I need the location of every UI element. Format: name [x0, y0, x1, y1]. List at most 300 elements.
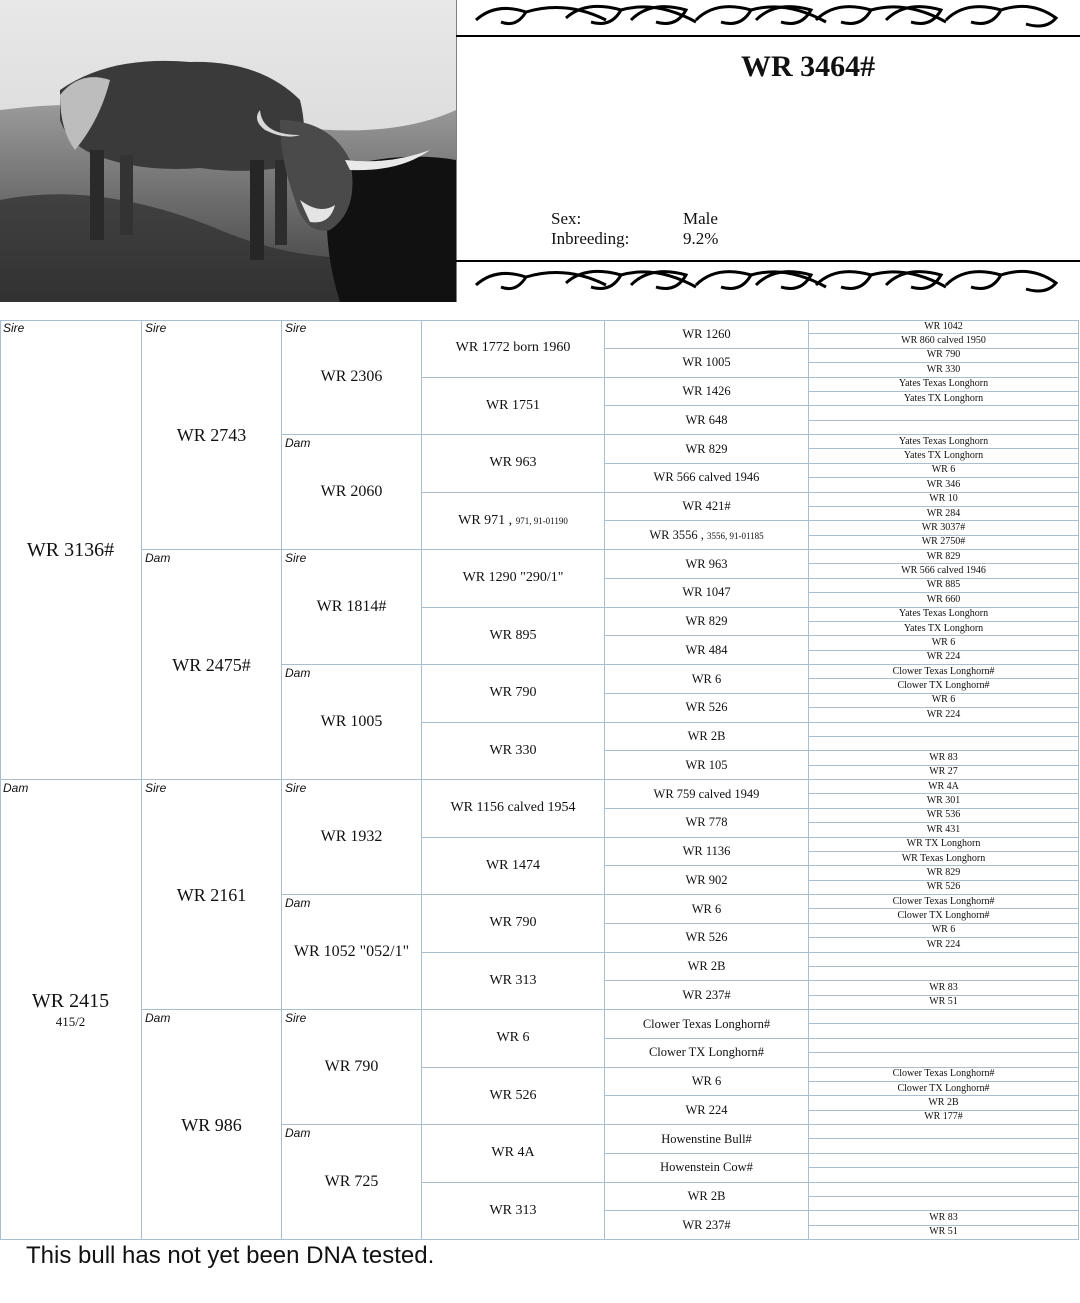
- animal-name-text: [683, 845, 731, 858]
- pedigree-cell-gen6: [809, 421, 1079, 435]
- animal-id: WR 6: [931, 464, 956, 476]
- animal-name-text: [321, 714, 383, 730]
- animal-id: Clower Texas Longhorn#: [892, 1068, 995, 1080]
- animal-id: WR 4A: [491, 1145, 535, 1161]
- animal-id: Clower Texas Longhorn#: [892, 665, 995, 677]
- animal-name-text: [463, 571, 564, 585]
- animal-id: WR 2415: [31, 990, 110, 1012]
- animal-id: WR 648: [685, 412, 728, 427]
- animal-name-text: [899, 609, 988, 619]
- animal-name-text: [685, 701, 727, 714]
- animal-id: WR 237#: [682, 987, 731, 1002]
- pedigree-cell-gen6: [809, 593, 1079, 607]
- animal-id: WR 778: [685, 815, 728, 830]
- pedigree-cell-gen5: [605, 349, 809, 378]
- pedigree-cell-gen3: [282, 665, 422, 780]
- animal-name-text: [929, 983, 958, 993]
- pedigree-cell-gen6: [809, 708, 1079, 722]
- animal-id: WR 2750#: [921, 536, 966, 548]
- pedigree-cell-gen6: [809, 1096, 1079, 1110]
- dam-label: Dam: [285, 896, 311, 910]
- animal-name: WR 3464#: [741, 50, 876, 83]
- animal-name-text: [928, 782, 959, 792]
- pedigree-cell-gen6: [809, 679, 1079, 693]
- pedigree-cell-gen6: [809, 665, 1079, 679]
- animal-id: WR 2306: [320, 368, 383, 385]
- pedigree-cell-gen6: [809, 1082, 1079, 1096]
- animal-name-text: [654, 471, 760, 484]
- animal-name-text: [458, 514, 568, 528]
- pedigree-cell-gen2: [142, 320, 282, 550]
- pedigree-cell-gen4: [422, 723, 605, 781]
- animal-id: WR 725: [324, 1173, 379, 1190]
- dam-label: Dam: [145, 1011, 171, 1025]
- animal-name-text: [685, 615, 727, 628]
- animal-id: WR 3136#: [26, 538, 115, 561]
- pedigree-cell-gen4: [422, 493, 605, 551]
- animal-name-text: [685, 443, 727, 456]
- animal-id: WR 3556 ,: [649, 527, 707, 542]
- animal-name-text: [927, 595, 961, 605]
- animal-name-text: [649, 529, 763, 542]
- animal-id: WR 963: [685, 556, 728, 571]
- pedigree-cell-gen5: [605, 406, 809, 435]
- pedigree-cell-gen5: [605, 751, 809, 780]
- pedigree-cell-gen6: [809, 895, 1079, 909]
- animal-id: WR 177#: [924, 1111, 963, 1123]
- animal-id: WR 224: [926, 651, 961, 663]
- animal-name-text: [901, 336, 986, 346]
- animal-id: WR 2475#: [172, 654, 251, 675]
- pedigree-cell-gen6: [809, 349, 1079, 363]
- pedigree-cell-gen4: [422, 780, 605, 838]
- pedigree-cell-gen6: [809, 536, 1079, 550]
- animal-id: WR 1932: [320, 828, 383, 845]
- animal-id: WR 1290 "290/1": [462, 570, 564, 586]
- animal-name-text: [897, 681, 989, 691]
- animal-id: WR 1136: [682, 844, 731, 859]
- sire-label: Sire: [285, 1011, 307, 1025]
- pedigree-cell-gen3: [282, 1125, 422, 1240]
- pedigree-cell-gen5: [605, 866, 809, 895]
- animal-note: 3556, 91-01185: [706, 530, 764, 541]
- pedigree-cell-gen5: [605, 1096, 809, 1125]
- animal-id: WR 2B: [687, 1189, 726, 1204]
- animal-name-text: [688, 960, 726, 973]
- pedigree-cell-gen6: [809, 1139, 1079, 1153]
- pedigree-cell-gen5: [605, 665, 809, 694]
- animal-header: [456, 0, 1080, 302]
- pedigree-cell-gen1: [0, 780, 142, 1240]
- animal-id: WR 1005: [682, 355, 731, 370]
- pedigree-cell-gen4: [422, 550, 605, 608]
- animal-id: WR 1052 "052/1": [293, 943, 410, 960]
- animal-id: WR 1751: [485, 397, 541, 413]
- animal-name-text: [901, 566, 986, 576]
- dam-label: Dam: [145, 551, 171, 565]
- animal-name-text: [172, 656, 251, 674]
- animal-name-text: [660, 1161, 753, 1174]
- animal-name-text: [932, 695, 956, 705]
- animal-name-text: [922, 537, 966, 547]
- animal-id: WR 2161: [176, 884, 247, 905]
- animal-id: Yates Texas Longhorn: [898, 378, 989, 390]
- pedigree-cell-gen6: [809, 1211, 1079, 1225]
- pedigree-cell-gen5: [605, 493, 809, 522]
- animal-name-text: [489, 916, 536, 930]
- animal-note: 415/2: [55, 1014, 86, 1029]
- pedigree-cell-gen5: [605, 320, 809, 349]
- animal-id: Yates TX Longhorn: [903, 450, 984, 462]
- pedigree-cell-gen6: [809, 550, 1079, 564]
- pedigree-cell-gen6: [809, 866, 1079, 880]
- pedigree-cell-gen2: [142, 550, 282, 780]
- pedigree-cell-gen6: [809, 320, 1079, 334]
- animal-name-text: [899, 437, 988, 447]
- pedigree-cell-gen6: [809, 1197, 1079, 1211]
- animal-name-text: [692, 1075, 722, 1088]
- pedigree-cell-gen5: [605, 464, 809, 493]
- pedigree-cell-gen4: [422, 1125, 605, 1183]
- animal-id: WR 1005: [320, 713, 383, 730]
- ornament-border: [456, 0, 1080, 302]
- animal-id: WR 759 calved 1949: [653, 786, 760, 801]
- pedigree-cell-gen6: [809, 852, 1079, 866]
- pedigree-cell-gen5: [605, 378, 809, 407]
- animal-id: WR 1814#: [316, 598, 387, 615]
- pedigree-cell-gen4: [422, 953, 605, 1011]
- animal-name-text: [486, 399, 540, 413]
- pedigree-cell-gen6: [809, 953, 1079, 967]
- animal-id: WR 829: [685, 441, 728, 456]
- animal-id: Clower TX Longhorn#: [897, 1082, 990, 1094]
- animal-name-text: [682, 328, 730, 341]
- animal-id: WR 2B: [687, 959, 726, 974]
- animal-name-text: [32, 991, 109, 1028]
- pedigree-cell-gen6: [809, 780, 1079, 794]
- animal-name-text: [927, 796, 961, 806]
- animal-name-text: [929, 1213, 958, 1223]
- pedigree-cell-gen6: [809, 507, 1079, 521]
- pedigree-cell-gen6: [809, 1068, 1079, 1082]
- animal-id: WR 6: [931, 694, 956, 706]
- pedigree-cell-gen4: [422, 838, 605, 896]
- pedigree-cell-gen2: [142, 1010, 282, 1240]
- animal-name-text: [907, 839, 981, 849]
- animal-name-text: [927, 868, 961, 878]
- pedigree-table: [0, 320, 1080, 1240]
- pedigree-cell-gen6: [809, 651, 1079, 665]
- animal-name-text: [688, 730, 726, 743]
- animal-id: WR 51: [929, 1226, 958, 1238]
- animal-id: WR 902: [685, 872, 728, 887]
- animal-name-text: [456, 341, 571, 355]
- pedigree-cell-gen4: [422, 665, 605, 723]
- animal-id: Yates TX Longhorn: [903, 392, 984, 404]
- dam-label: Dam: [285, 436, 311, 450]
- animal-id: WR 10: [929, 493, 958, 505]
- animal-name-text: [643, 1018, 770, 1031]
- animal-name-text: [489, 686, 536, 700]
- pedigree-cell-gen6: [809, 737, 1079, 751]
- animal-id: WR 2B: [687, 729, 726, 744]
- animal-id: WR 6: [931, 924, 956, 936]
- animal-id: WR 790: [489, 685, 537, 701]
- animal-id: WR 105: [685, 757, 728, 772]
- animal-id: Clower Texas Longhorn#: [642, 1016, 771, 1031]
- animal-name-text: [325, 1059, 379, 1075]
- animal-id: WR 829: [926, 866, 961, 878]
- animal-id: WR 1042: [924, 320, 963, 332]
- animal-id: WR 421#: [682, 499, 731, 514]
- animal-name-text: [685, 931, 727, 944]
- animal-id: WR 431: [926, 823, 961, 835]
- animal-name-text: [181, 1116, 242, 1134]
- animal-id: WR 2060: [320, 483, 383, 500]
- animal-name-text: [927, 480, 961, 490]
- pedigree-cell-gen6: [809, 881, 1079, 895]
- animal-name-text: [682, 586, 730, 599]
- animal-id: WR 963: [489, 455, 537, 471]
- dam-label: Dam: [285, 1126, 311, 1140]
- animal-name-text: [661, 1133, 752, 1146]
- animal-name-text: [927, 825, 961, 835]
- pedigree-cell-gen5: [605, 981, 809, 1010]
- animal-name-text: [927, 350, 961, 360]
- animal-id: WR 2743: [176, 424, 247, 445]
- pedigree-cell-gen6: [809, 1039, 1079, 1053]
- animal-name-text: [489, 456, 536, 470]
- animal-name-text: [893, 1069, 995, 1079]
- animal-name-text: [682, 385, 730, 398]
- pedigree-cell-gen5: [605, 895, 809, 924]
- animal-id: WR 83: [929, 1211, 958, 1223]
- pedigree-cell-gen6: [809, 1010, 1079, 1024]
- animal-name-text: [932, 465, 956, 475]
- inbreeding-label: Inbreeding:: [551, 229, 630, 248]
- pedigree-cell-gen6: [809, 751, 1079, 765]
- pedigree-cell-gen6: [809, 1154, 1079, 1168]
- animal-id: WR 6: [496, 1030, 530, 1046]
- bull-photo-image: [0, 0, 456, 302]
- pedigree-cell-gen5: [605, 579, 809, 608]
- sex-label: Sex:: [551, 209, 582, 228]
- pedigree-cell-gen5: [605, 1211, 809, 1240]
- sire-label: Sire: [285, 781, 307, 795]
- pedigree-cell-gen6: [809, 823, 1079, 837]
- animal-name-text: [692, 903, 722, 916]
- pedigree-cell-gen5: [605, 1183, 809, 1212]
- animal-name-text: [904, 624, 983, 634]
- pedigree-cell-gen5: [605, 1039, 809, 1068]
- animal-id: WR 829: [685, 614, 728, 629]
- animal-name-text: [929, 1227, 958, 1237]
- animal-id: WR 790: [489, 915, 537, 931]
- pedigree-cell-gen5: [605, 723, 809, 752]
- animal-id: WR 83: [929, 981, 958, 993]
- animal-id: WR 301: [926, 795, 961, 807]
- pedigree-cell-gen4: [422, 895, 605, 953]
- animal-name-text: [682, 356, 730, 369]
- pedigree-cell-gen5: [605, 636, 809, 665]
- pedigree-cell-gen5: [605, 435, 809, 464]
- pedigree-cell-gen4: [422, 1010, 605, 1068]
- animal-id: WR 284: [926, 507, 961, 519]
- animal-id: WR 346: [926, 478, 961, 490]
- animal-name-text: [897, 1084, 989, 1094]
- animal-name-text: [929, 753, 958, 763]
- animal-id: Yates Texas Longhorn: [898, 608, 989, 620]
- animal-name-text: [486, 859, 540, 873]
- animal-note: 971, 91-01190: [515, 515, 568, 526]
- animal-name-text: [927, 940, 961, 950]
- animal-name-text: [317, 599, 387, 615]
- animal-name-text: [927, 810, 961, 820]
- pedigree-cell-gen5: [605, 521, 809, 550]
- animal-id: WR 829: [926, 550, 961, 562]
- animal-name-text: [685, 644, 727, 657]
- animal-name-text: [924, 1112, 963, 1122]
- animal-name-text: [321, 369, 383, 385]
- animal-id: WR 224: [926, 708, 961, 720]
- pedigree-cell-gen6: [809, 608, 1079, 622]
- pedigree-cell-gen5: [605, 1154, 809, 1183]
- animal-id: WR 885: [926, 579, 961, 591]
- animal-id: Clower TX Longhorn#: [648, 1045, 765, 1060]
- animal-id: WR 313: [489, 972, 537, 988]
- pedigree-cell-gen6: [809, 909, 1079, 923]
- pedigree-cell-gen5: [605, 608, 809, 637]
- pedigree-cell-gen6: [809, 478, 1079, 492]
- pedigree-cell-gen3: [282, 550, 422, 665]
- pedigree-cell-gen5: [605, 550, 809, 579]
- pedigree-cell-gen3: [282, 1010, 422, 1125]
- pedigree-cell-gen6: [809, 622, 1079, 636]
- animal-id: WR 790: [926, 349, 961, 361]
- animal-name-text: [893, 897, 995, 907]
- pedigree-cell-gen4: [422, 378, 605, 436]
- animal-name-text: [177, 886, 247, 904]
- pedigree-cell-gen6: [809, 766, 1079, 780]
- animal-id: WR 1772 born 1960: [455, 340, 571, 356]
- animal-id: Clower TX Longhorn#: [897, 680, 990, 692]
- pedigree-cell-gen6: [809, 794, 1079, 808]
- animal-id: WR 860 calved 1950: [901, 335, 986, 347]
- animal-name-text: [496, 1031, 529, 1045]
- animal-id: WR 566 calved 1946: [901, 565, 986, 577]
- animal-id: WR 1426: [682, 384, 731, 399]
- animal-id: WR 971 ,: [458, 512, 516, 528]
- animal-name-text: [450, 801, 575, 815]
- pedigree-cell-gen6: [809, 406, 1079, 420]
- animal-id: WR 1474: [485, 857, 541, 873]
- sire-label: Sire: [285, 551, 307, 565]
- pedigree-cell-gen5: [605, 1125, 809, 1154]
- animal-id: WR 1260: [682, 326, 731, 341]
- animal-name-text: [929, 494, 958, 504]
- animal-id: WR 224: [926, 938, 961, 950]
- animal-name-text: [685, 1104, 727, 1117]
- pedigree-cell-gen6: [809, 924, 1079, 938]
- animal-id: WR 237#: [682, 1217, 731, 1232]
- animal-name-text: [904, 394, 983, 404]
- pedigree-cell-gen1: [0, 320, 142, 780]
- pedigree-cell-gen4: [422, 1183, 605, 1241]
- pedigree-cell-gen3: [282, 895, 422, 1010]
- sire-label: Sire: [145, 321, 167, 335]
- animal-name-text: [927, 509, 961, 519]
- dam-label: Dam: [285, 666, 311, 680]
- animal-id: WR 330: [926, 363, 961, 375]
- animal-id: WR 4A: [928, 780, 959, 792]
- animal-name-text: [654, 788, 760, 801]
- pedigree-cell-gen6: [809, 838, 1079, 852]
- animal-id: WR 484: [685, 642, 728, 657]
- animal-name-text: [489, 629, 536, 643]
- animal-id: WR TX Longhorn: [906, 838, 981, 850]
- pedigree-cell-gen6: [809, 378, 1079, 392]
- animal-name-text: [929, 997, 958, 1007]
- animal-id: WR 660: [926, 593, 961, 605]
- sex-value: Male: [683, 209, 718, 228]
- animal-name-text: [927, 365, 961, 375]
- pedigree-cell-gen5: [605, 694, 809, 723]
- animal-id: WR 2B: [928, 1096, 959, 1108]
- pedigree-cell-gen6: [809, 636, 1079, 650]
- pedigree-cell-gen5: [605, 780, 809, 809]
- animal-id: WR 566 calved 1946: [653, 470, 760, 485]
- animal-id: WR 6: [931, 636, 956, 648]
- animal-id: Howenstine Bull#: [661, 1131, 752, 1146]
- pedigree-cell-gen6: [809, 1111, 1079, 1125]
- inbreeding-value: 9.2%: [683, 229, 719, 248]
- animal-name-text: [682, 500, 730, 513]
- pedigree-cell-gen6: [809, 1125, 1079, 1139]
- pedigree-cell-gen6: [809, 996, 1079, 1010]
- animal-name-text: [692, 673, 722, 686]
- pedigree-cell-gen5: [605, 924, 809, 953]
- animal-id: WR 51: [929, 996, 958, 1008]
- pedigree-cell-gen4: [422, 608, 605, 666]
- pedigree-cell-gen6: [809, 579, 1079, 593]
- pedigree-cell-gen3: [282, 435, 422, 550]
- animal-name-text: [688, 1190, 726, 1203]
- sire-label: Sire: [145, 781, 167, 795]
- animal-name-text: [325, 1174, 379, 1190]
- pedigree-cell-gen6: [809, 1168, 1079, 1182]
- pedigree-cell-gen4: [422, 1068, 605, 1126]
- animal-name-text: [685, 759, 727, 772]
- animal-id: Yates TX Longhorn: [903, 622, 984, 634]
- animal-id: WR 526: [685, 700, 728, 715]
- animal-name-text: [927, 710, 961, 720]
- animal-id: WR 330: [489, 742, 537, 758]
- animal-id: WR 6: [691, 1074, 722, 1089]
- pedigree-cell-gen5: [605, 838, 809, 867]
- animal-name-text: [904, 451, 983, 461]
- dam-label: Dam: [3, 781, 29, 795]
- animal-id: Howenstein Cow#: [660, 1160, 753, 1175]
- bull-photo: [0, 0, 456, 302]
- pedigree-cell-gen6: [809, 981, 1079, 995]
- animal-id: WR 526: [685, 930, 728, 945]
- animal-id: WR 895: [489, 627, 537, 643]
- pedigree-cell-gen3: [282, 320, 422, 435]
- animal-id: WR 1047: [682, 585, 731, 600]
- animal-name-text: [177, 426, 247, 444]
- animal-name-text: [902, 854, 986, 864]
- animal-name-text: [489, 1089, 536, 1103]
